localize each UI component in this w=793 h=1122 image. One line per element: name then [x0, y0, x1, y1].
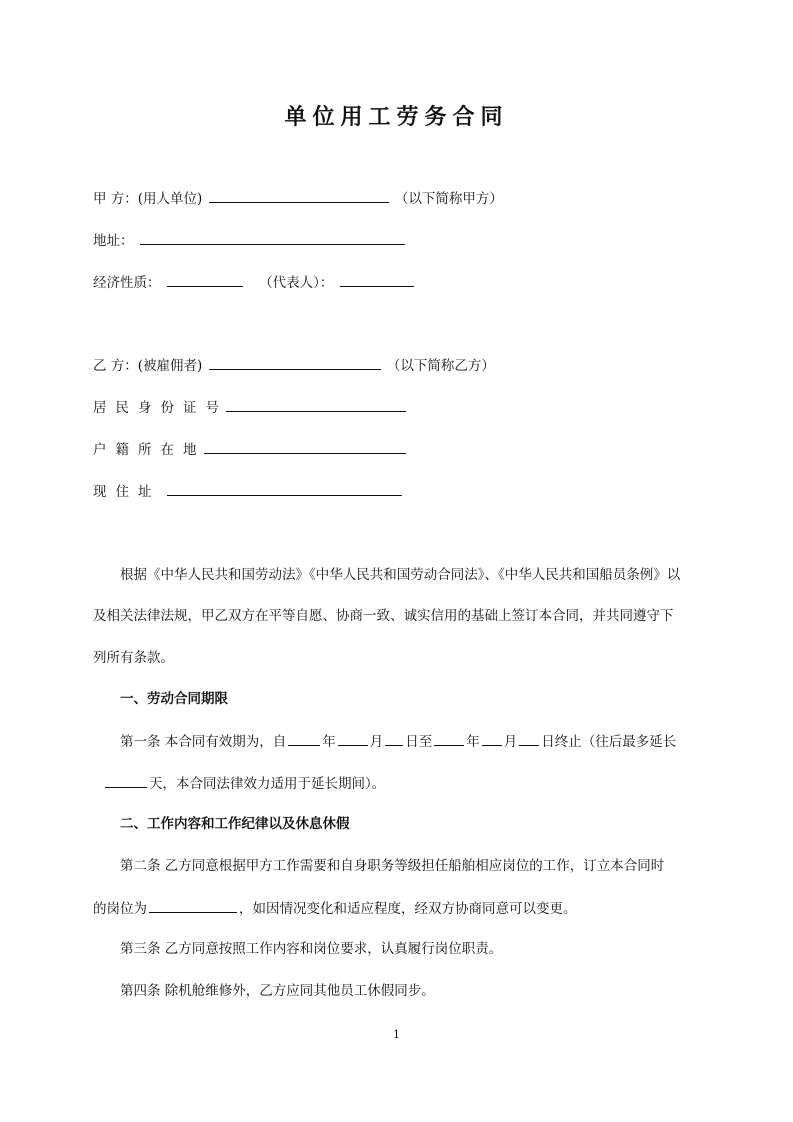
article-1-line-1: [93, 731, 732, 752]
party-a-label: 甲 方：(用人单位): [93, 191, 203, 207]
party-a-address-field[interactable]: [140, 230, 405, 245]
party-b-household-field[interactable]: [204, 439, 406, 454]
party-b-address-field[interactable]: [167, 481, 402, 496]
end-day-field[interactable]: [519, 731, 539, 746]
start-day-label: 日至: [405, 734, 433, 750]
section-2-heading: 二、工作内容和工作纪律以及休息休假: [120, 816, 350, 832]
article-2-line-2-text: ，如因情况变化和适应程度，经双方协商同意可以变更。: [239, 901, 577, 917]
article-3: 第三条 乙方同意按照工作内容和岗位要求，认真履行岗位职责。: [120, 941, 503, 957]
article-1-line-2-text: 天，本合同法律效力适用于延长期间）。: [149, 776, 386, 792]
party-a-rep-label: （代表人）：: [259, 275, 334, 291]
party-a-nature-label: 经济性质：: [93, 275, 161, 291]
position-field[interactable]: [149, 898, 237, 913]
preamble-line-1: 根据《中华人民共和国劳动法》《中华人民共和国劳动合同法》、《中华人民共和国船员条例》以: [120, 567, 681, 583]
preamble-line-3: 列所有条款。: [93, 650, 174, 666]
party-b-id-row: [93, 397, 408, 418]
party-a-nature-row: [93, 272, 416, 293]
section-1-heading: 一、劳动合同期限: [120, 691, 228, 707]
article-2-position-label: 的岗位为: [93, 901, 147, 917]
extension-days-field[interactable]: [105, 773, 147, 788]
party-b-row: [93, 355, 495, 376]
party-a-name-field[interactable]: [209, 188, 389, 203]
party-b-name-field[interactable]: [209, 355, 381, 370]
end-year-field[interactable]: [434, 731, 464, 746]
article-4: 第四条 除机舱维修外，乙方应同其他员工休假同步。: [120, 983, 435, 999]
party-a-suffix: （以下简称甲方）: [394, 191, 503, 207]
party-b-household-label: 户籍所在地: [93, 442, 206, 458]
end-year-label: 年: [466, 734, 480, 750]
start-month-field[interactable]: [338, 731, 368, 746]
party-a-row: [93, 188, 503, 209]
document-title: 单位用工劳务合同: [284, 105, 509, 130]
article-2-line-1: 第二条 乙方同意根据甲方工作需要和自身职务等级担任船舶相应岗位的工作，订立本合同时: [120, 858, 665, 874]
party-b-household-row: [93, 439, 408, 460]
start-year-label: 年: [322, 734, 336, 750]
article-1-lead: 第一条 本合同有效期为，自: [120, 734, 287, 750]
page-number: 1: [393, 1028, 400, 1041]
party-b-id-label: 居民身份证号: [93, 400, 228, 416]
party-a-address-label: 地址：: [93, 233, 134, 249]
article-2-line-2: [93, 898, 705, 919]
party-b-label: 乙 方：(被雇佣者): [93, 358, 203, 374]
preamble-line-2: 及相关法律法规，甲乙双方在平等自愿、协商一致、诚实信用的基础上签订本合同，并共同遵守下: [93, 608, 674, 624]
party-a-nature-field[interactable]: [167, 272, 243, 287]
party-b-address-label: 现住址: [93, 484, 161, 500]
end-month-label: 月: [503, 734, 518, 750]
article-1-line-2: [103, 773, 715, 794]
end-day-label: 日终止（往后最多延长: [541, 734, 677, 750]
party-b-id-field[interactable]: [226, 397, 406, 412]
party-b-address-row: [93, 481, 404, 502]
start-month-label: 月: [369, 734, 384, 750]
start-day-field[interactable]: [385, 731, 403, 746]
party-b-suffix: （以下简称乙方）: [386, 358, 495, 374]
party-a-rep-field[interactable]: [340, 272, 414, 287]
end-month-field[interactable]: [482, 731, 502, 746]
start-year-field[interactable]: [288, 731, 320, 746]
party-a-address-row: [93, 230, 407, 251]
